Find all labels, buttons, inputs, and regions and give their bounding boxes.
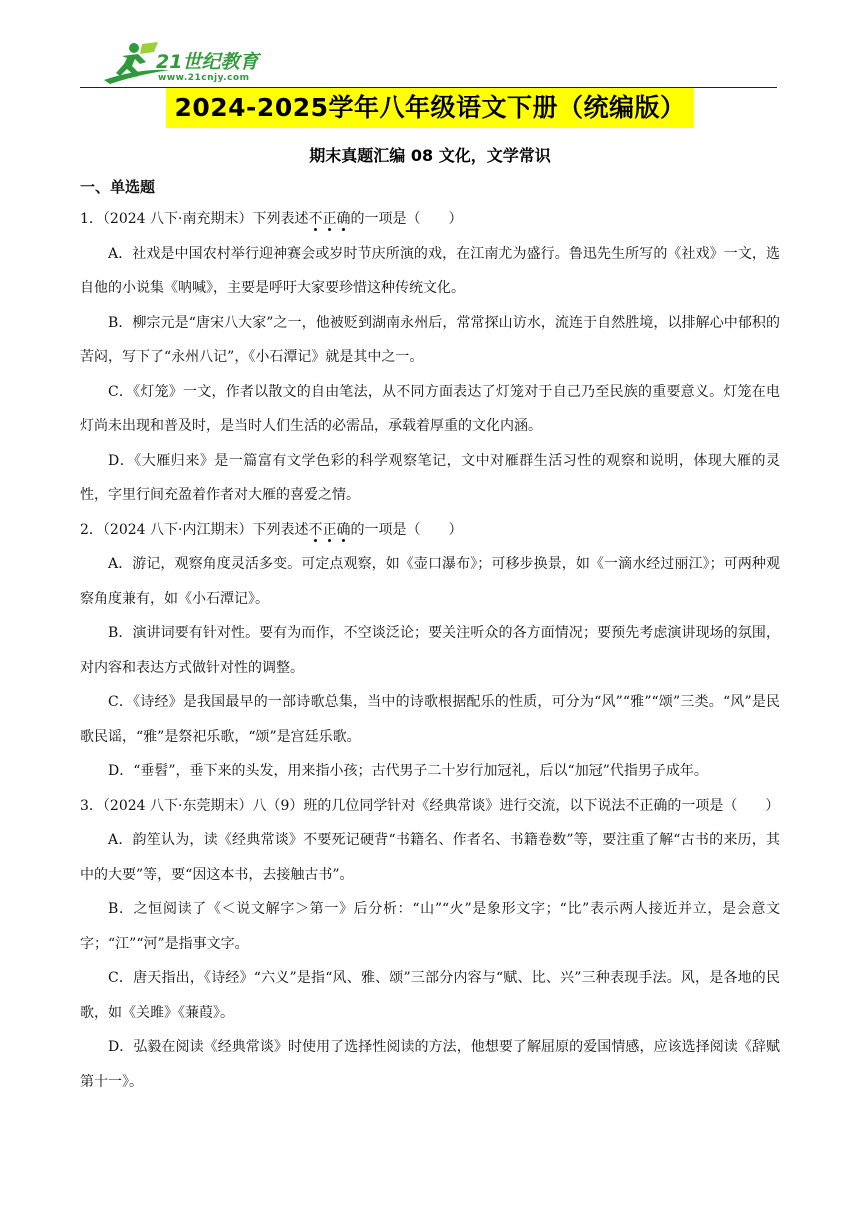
question-3 <box>80 789 780 1100</box>
question-stem <box>80 513 780 548</box>
option-c: C．唐天指出，《诗经》“六义”是指“风、雅、颂”三部分内容与“赋、比、兴”三种表现手法。风，是各地的民歌，如《关雎》《蒹葭》。 <box>80 970 780 1021</box>
question-number: 1． <box>80 211 103 227</box>
logo-brand-text: 21世纪教育 <box>156 51 259 73</box>
option-d: D．“垂髫”，垂下来的头发，用来指小孩；古代男子二十岁行加冠礼，后以“加冠”代指男子成年。 <box>108 763 708 779</box>
stem-text: 的一项是（ ） <box>350 211 463 227</box>
option-b: B．之恒阅读了《＜说文解字＞第一》后分析：“山”“火”是象形文字；“比”表示两人接近并立，是会意文字；“江”“河”是指事文字。 <box>80 901 780 952</box>
question-source: （2024 八下·东莞期末） <box>102 797 253 814</box>
question-number: 2． <box>80 521 103 538</box>
question-stem <box>80 789 780 824</box>
option-c: C．《诗经》是我国最早的一部诗歌总集，当中的诗歌根据配乐的性质，可分为“风”“雅”“颂”三类。“风”是民歌民谣，“雅”是祭祀乐歌，“颂”是宫廷乐歌。 <box>80 694 780 745</box>
emphasis-text: 不正确 <box>308 211 351 227</box>
option-d: D．弘毅在阅读《经典常谈》时使用了选择性阅读的方法，他想要了解屈原的爱国情感，应该选择阅读《辞赋第十一》。 <box>80 1039 780 1090</box>
runner-logo-icon <box>100 40 270 86</box>
question-stem <box>80 202 780 237</box>
option-d: D．《大雁归来》是一篇富有文学色彩的科学观察笔记，文中对雁群生活习性的观察和说明，体现大雁的灵性，字里行间充盈着作者对大雁的喜爱之情。 <box>80 452 780 503</box>
document-subtitle: 期末真题汇编 08 文化，文学常识 <box>309 146 551 165</box>
stem-text: 下列表述 <box>252 211 309 227</box>
option-c: C．《灯笼》一文，作者以散文的自由笔法，从不同方面表达了灯笼对于自己乃至民族的重要意义。灯笼在电灯尚未出现和普及时，是当时人们生活的必需品，承载着厚重的文化内涵。 <box>80 383 780 434</box>
question-source: （2024 八下·南充期末） <box>102 211 253 227</box>
option-a: A．社戏是中国农村举行迎神赛会或岁时节庆所演的戏，在江南尤为盛行。鲁迅先生所写的《社戏》一文，选自他的小说集《呐喊》，主要是呼吁大家要珍惜这种传统文化。 <box>80 245 780 296</box>
question-number: 3． <box>80 797 103 814</box>
stem-text: 下列表述 <box>252 521 309 538</box>
option-b: B．演讲词要有针对性。要有为而作，不空谈泛论；要关注听众的各方面情况；要预先考虑演讲现场的氛围，对内容和表达方式做针对性的调整。 <box>80 625 780 676</box>
emphasis-text: 不正确 <box>308 521 351 538</box>
logo <box>100 40 270 86</box>
title-block <box>0 88 860 128</box>
question-list <box>80 202 780 1099</box>
question-2 <box>80 513 780 789</box>
stem-text: 八（9）班的几位同学针对《经典常谈》进行交流，以下说法不正确的一项是（ ） <box>252 797 780 814</box>
section-heading: 一、单选题 <box>80 178 156 196</box>
stem-text: 的一项是（ ） <box>350 521 463 538</box>
logo-url-text: www.21cnjy.com <box>158 73 250 83</box>
question-1 <box>80 202 780 513</box>
option-b: B．柳宗元是“唐宋八大家”之一，他被贬到湖南永州后，常常探山访水，流连于自然胜境，以排解心中郁积的苦闷，写下了“永州八记”，《小石潭记》就是其中之一。 <box>80 314 780 365</box>
document-title: 2024-2025学年八年级语文下册（统编版） <box>166 88 693 128</box>
option-a: A．游记，观察角度灵活多变。可定点观察，如《壶口瀑布》；可移步换景，如《一滴水经过丽江》；可两种观察角度兼有，如《小石潭记》。 <box>80 556 780 607</box>
question-source: （2024 八下·内江期末） <box>102 521 253 538</box>
option-a: A．韵笙认为，读《经典常谈》不要死记硬背“书籍名、作者名、书籍卷数”等，要注重了解“古书的来历，其中的大要”等，要“因这本书，去接触古书”。 <box>80 832 780 883</box>
